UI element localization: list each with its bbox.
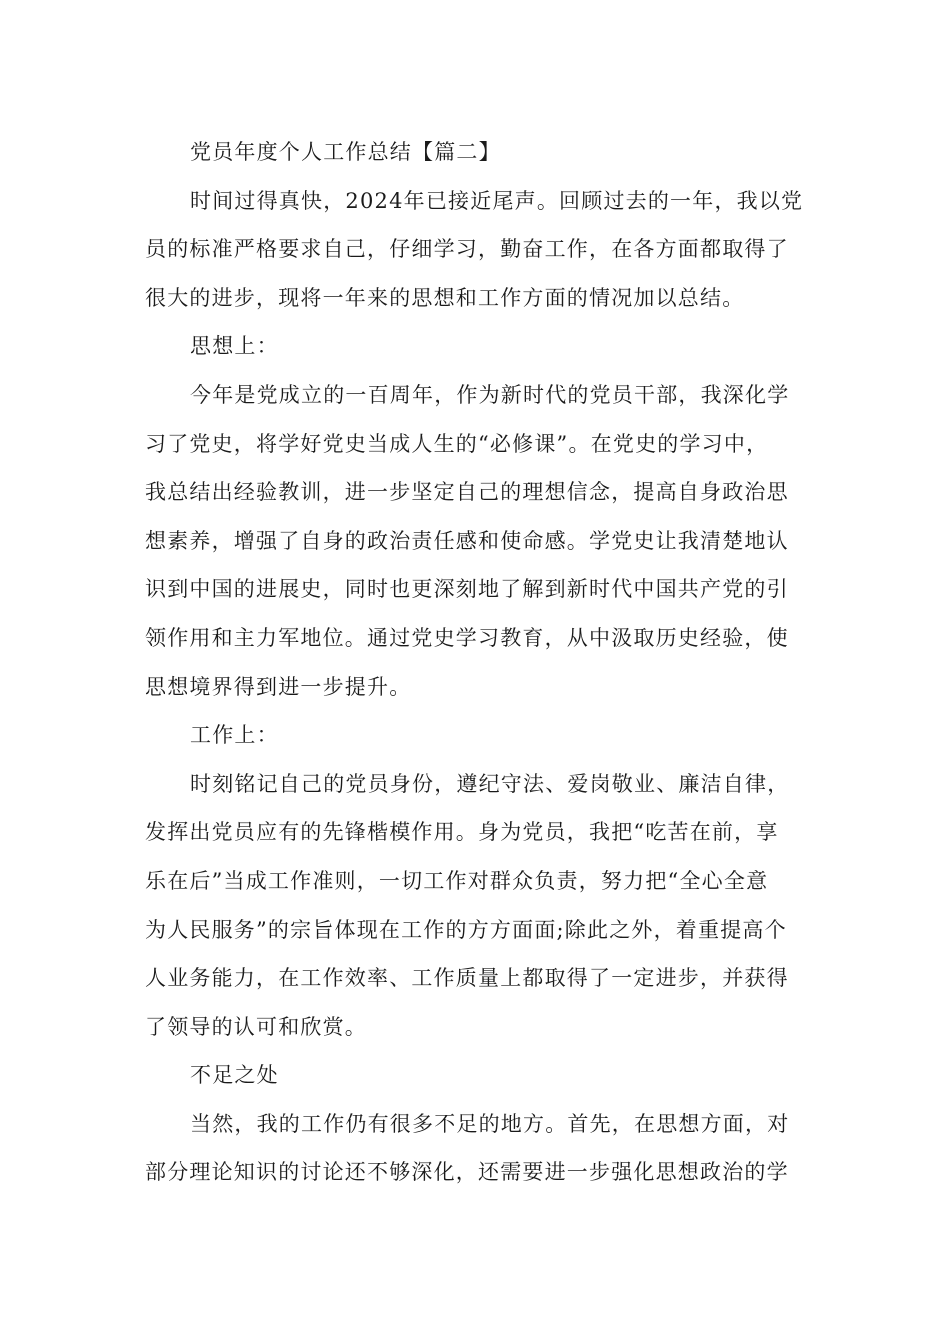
paragraph-line: 今年是党成立的一百周年，作为新时代的党员干部，我深化学	[190, 382, 790, 407]
thought-paragraph	[145, 371, 807, 711]
paragraph-line: 识到中国的进展史，同时也更深刻地了解到新时代中国共产党的引	[145, 577, 789, 602]
paragraph-line: 领作用和主力军地位。通过党史学习教育，从中汲取历史经验，使	[145, 625, 789, 650]
section-heading-work: 工作上：	[190, 723, 279, 748]
paragraph-line: 想素养，增强了自身的政治责任感和使命感。学党史让我清楚地认	[145, 528, 789, 553]
section-heading-thought: 思想上：	[190, 334, 279, 359]
paragraph-line: 习了党史，将学好党史当成人生的“必修课”。在党史的学习中，	[145, 431, 769, 456]
paragraph-line: 人业务能力，在工作效率、工作质量上都取得了一定进步，并获得	[145, 966, 789, 991]
paragraph-line: 发挥出党员应有的先锋楷模作用。身为党员，我把“吃苦在前，享	[145, 820, 779, 845]
paragraph-line: 思想境界得到进一步提升。	[145, 674, 412, 699]
paragraph-line: 时刻铭记自己的党员身份，遵纪守法、爱岗敬业、廉洁自律，	[190, 771, 790, 796]
paragraph-line: 员的标准严格要求自己，仔细学习，勤奋工作，在各方面都取得了	[145, 237, 789, 262]
work-paragraph	[145, 760, 807, 1052]
document-title: 党员年度个人工作总结【篇二】	[190, 140, 501, 164]
paragraph-line: 了领导的认可和欣赏。	[145, 1014, 367, 1039]
paragraph-line: 为人民服务”的宗旨体现在工作的方方面面;除此之外，着重提高个	[145, 917, 787, 942]
paragraph-line: 时间过得真快，2024年已接近尾声。回顾过去的一年，我以党	[190, 188, 804, 213]
document-page	[145, 128, 807, 1197]
intro-paragraph	[145, 177, 807, 323]
shortcomings-paragraph	[145, 1100, 807, 1197]
paragraph-line: 部分理论知识的讨论还不够深化，还需要进一步强化思想政治的学	[145, 1160, 789, 1185]
section-heading-shortcomings: 不足之处	[190, 1063, 279, 1088]
paragraph-line: 很大的进步，现将一年来的思想和工作方面的情况加以总结。	[145, 285, 745, 310]
paragraph-line: 我总结出经验教训，进一步坚定自己的理想信念，提高自身政治思	[145, 480, 789, 505]
paragraph-line: 当然，我的工作仍有很多不足的地方。首先，在思想方面，对	[190, 1111, 790, 1136]
paragraph-line: 乐在后”当成工作准则，一切工作对群众负责，努力把“全心全意	[145, 868, 769, 893]
